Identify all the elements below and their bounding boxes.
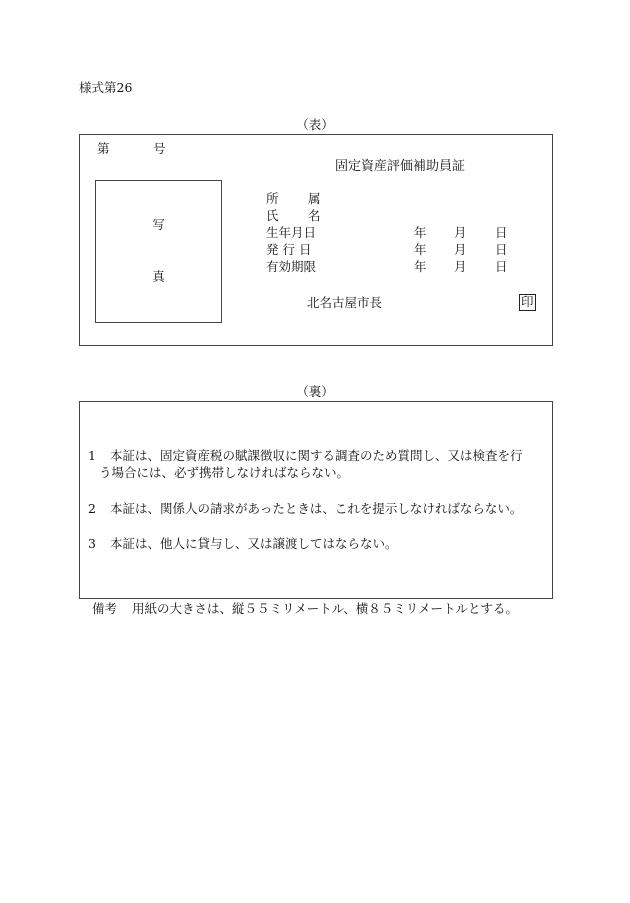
birth-year-unit: 年 [414,225,427,240]
field-name-1: 氏 [266,208,279,223]
expiry-day-unit: 日 [495,259,508,274]
photo-label-top: 写 [152,217,165,232]
issuer: 北名古屋市長 [307,295,383,310]
item-1-text: 本証は、固定資産税の賦課徴収に関する調査のため質問し、又は検査を行 [110,448,523,463]
item-1-text-cont: う場合には、必ず携帯しなければならない。 [99,465,350,480]
back-heading: （裏） [296,384,334,399]
photo-label-bottom: 真 [152,269,165,284]
field-name-2: 名 [308,208,321,223]
front-heading: （表） [296,117,334,132]
back-card [79,401,553,599]
issue-month-unit: 月 [454,242,467,257]
photo-box [95,180,222,323]
issue-day-unit: 日 [495,242,508,257]
field-issue-date: 発 行 日 [266,242,312,257]
go-label: 号 [153,141,166,156]
birth-day-unit: 日 [495,225,508,240]
card-title: 固定資産評価補助員証 [335,159,466,174]
seal-mark: 印 [521,294,534,309]
item-3-text: 本証は、他人に貸与し、又は譲渡してはならない。 [110,536,398,551]
note-label: 備考 [92,601,118,616]
note-text: 用紙の大きさは、縦５５ミリメートル、横８５ミリメートルとする。 [132,601,519,616]
expiry-month-unit: 月 [454,259,467,274]
field-affiliation-1: 所 [266,191,279,206]
item-3-number: 3 [88,536,96,551]
field-expiry: 有効期限 [266,259,317,274]
front-card [79,134,553,346]
field-birthdate: 生年月日 [266,225,317,240]
expiry-year-unit: 年 [414,259,427,274]
birth-month-unit: 月 [454,225,467,240]
issue-year-unit: 年 [414,242,427,257]
item-2-number: 2 [88,501,96,516]
item-2-text: 本証は、関係人の請求があったときは、これを提示しなければならない。 [110,501,523,516]
dai-label: 第 [97,141,110,156]
field-affiliation-2: 属 [308,191,321,206]
item-1-number: 1 [88,448,96,463]
form-number: 様式第26 [79,80,133,95]
